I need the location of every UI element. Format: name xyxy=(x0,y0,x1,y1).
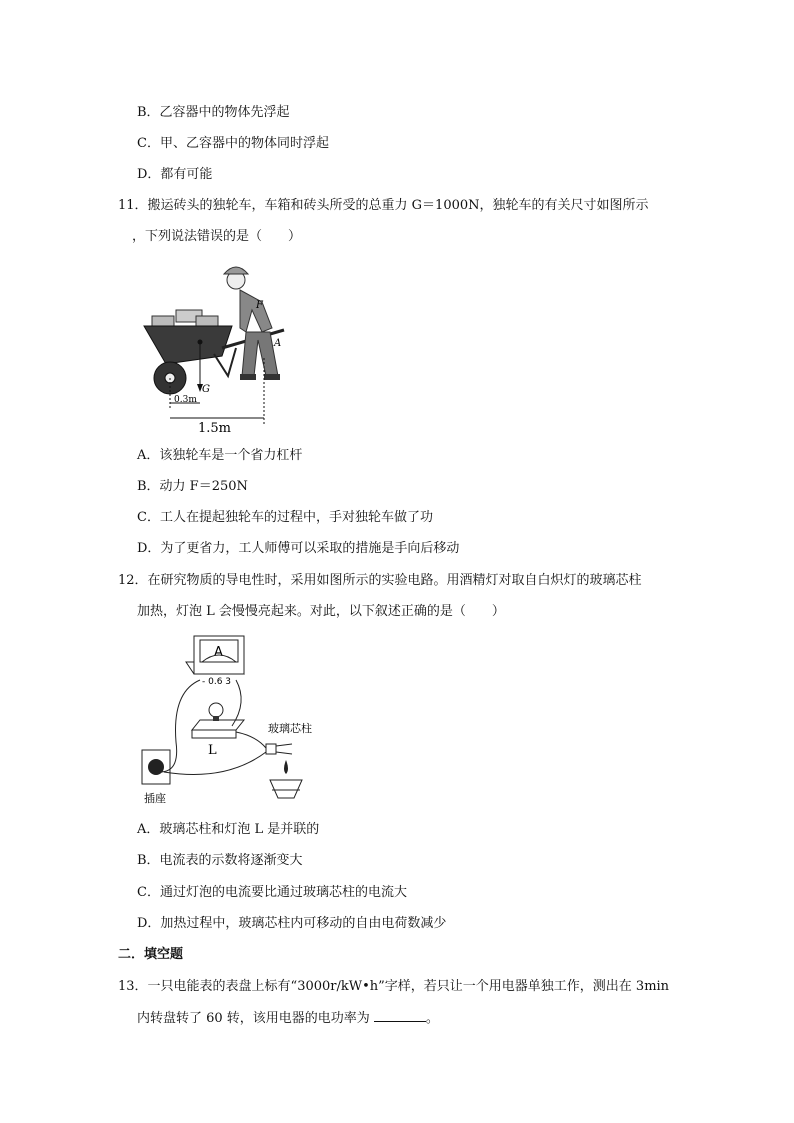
barrow-tray xyxy=(144,326,232,364)
q11-option-a: A．该独轮车是一个省力杠杆 xyxy=(137,448,303,463)
q10-option-d: D．都有可能 xyxy=(137,167,213,182)
lamp-board-top xyxy=(192,720,244,730)
section-title: 二．填空题 xyxy=(118,947,184,962)
circuit-figure xyxy=(136,632,336,808)
q12-option-c: C．通过灯泡的电流要比通过玻璃芯柱的电流大 xyxy=(137,885,407,900)
lamp-board-side xyxy=(192,730,236,738)
q10-option-c: C．甲、乙容器中的物体同时浮起 xyxy=(137,136,329,151)
worker-shoe xyxy=(264,374,280,380)
q12-option-a: A．玻璃芯柱和灯泡 L 是并联的 xyxy=(137,822,320,837)
glass-core-holder xyxy=(266,744,276,754)
glass-core-wire xyxy=(276,744,292,746)
alcohol-flame xyxy=(284,760,288,774)
q12-stem-line2: 加热，灯泡 L 会慢慢亮起来。对此，以下叙述正确的是（ ） xyxy=(137,604,505,619)
alcohol-lamp xyxy=(270,780,302,798)
lamp-bulb xyxy=(209,703,223,717)
answer-blank[interactable] xyxy=(374,1009,426,1022)
circuit-wire xyxy=(232,680,241,726)
q13-stem-line1: 13．一只电能表的表盘上标有“3000r/kW•h”字样，若只让一个用电器单独工作，测出在 3min xyxy=(118,979,670,994)
label-1-5m: 1.5m xyxy=(198,421,232,434)
q13-stem-line2: 内转盘转了 60 转，该用电器的电功率为 。 xyxy=(137,1011,439,1026)
q11-stem-line2: ，下列说法错误的是（ ） xyxy=(132,229,302,244)
circuit-illustration xyxy=(136,632,336,808)
wheelbarrow-figure xyxy=(136,258,296,434)
glass-core-wire xyxy=(276,752,292,754)
worker-legs xyxy=(242,332,278,376)
q11-option-b: B．动力 F＝250N xyxy=(137,479,248,494)
q12-option-d: D．加热过程中，玻璃芯柱内可移动的自由电荷数减少 xyxy=(137,916,447,931)
brick xyxy=(196,316,218,326)
q10-option-b: B．乙容器中的物体先浮起 xyxy=(137,105,290,120)
wheelbarrow-illustration xyxy=(136,258,296,434)
label-G: G xyxy=(202,384,210,395)
q13-stem-text: 内转盘转了 60 转，该用电器的电功率为 xyxy=(137,1011,370,1026)
label-0-3m: 0.3m xyxy=(174,395,197,405)
circuit-wire xyxy=(236,732,266,748)
brick xyxy=(152,316,174,326)
socket-hole xyxy=(148,759,164,775)
q11-option-d: D．为了更省力，工人师傅可以采取的措施是手向后移动 xyxy=(137,541,460,556)
worker-body xyxy=(240,290,272,332)
q11-stem-line1: 11．搬运砖头的独轮车，车箱和砖头所受的总重力 G＝1000N，独轮车的有关尺寸如图所示 xyxy=(118,198,649,213)
lamp-label: L xyxy=(208,743,217,758)
q11-option-c: C．工人在提起独轮车的过程中，手对独轮车做了功 xyxy=(137,510,433,525)
worker-shoe xyxy=(240,374,256,380)
label-A: A xyxy=(274,338,282,349)
label-F: F xyxy=(256,300,263,311)
ammeter-symbol: A xyxy=(214,645,223,660)
q12-stem-line1: 12．在研究物质的导电性时，采用如图所示的实验电路。用酒精灯对取自白炽灯的玻璃芯柱 xyxy=(118,573,642,588)
q12-option-b: B．电流表的示数将逐渐变大 xyxy=(137,853,303,868)
lamp-base xyxy=(213,716,219,721)
ammeter-terminals: - 0.6 3 xyxy=(202,677,232,687)
socket-label: 插座 xyxy=(144,792,166,805)
glass-core-label: 玻璃芯柱 xyxy=(268,722,312,735)
worker-helmet xyxy=(224,267,248,274)
